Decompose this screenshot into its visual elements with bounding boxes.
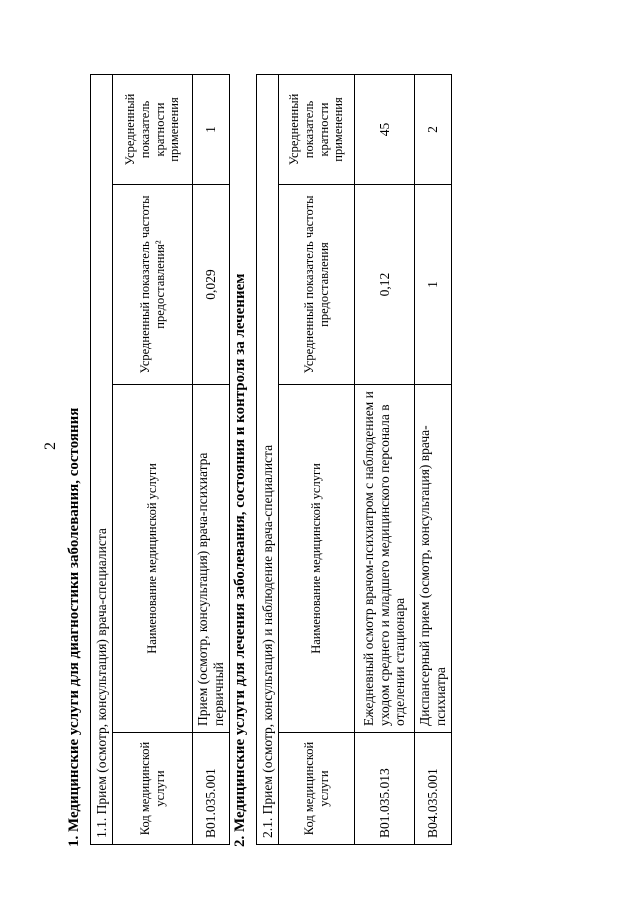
section-2-table [256,74,452,845]
row-code: B04.035.001 [415,733,452,845]
table-row [415,74,452,844]
header-multiplicity: Усредненный показатель кратности применения [279,74,355,184]
row-frequency: 0,12 [355,185,415,385]
row-name: Диспансерный прием (осмотр, консультация) врача-психиатра [415,385,452,733]
table-header-row [113,75,193,845]
section-2-subsection-title: 2.1. Прием (осмотр, консультация) и наблюдение врача-специалиста [257,74,279,844]
row-code: B01.035.001 [193,733,230,845]
header-name: Наименование медицинской услуги [279,385,355,733]
row-multiplicity: 1 [193,75,230,185]
table-header-row [279,74,355,844]
section-1-table [90,74,230,845]
row-name: Прием (осмотр, консультация) врача-психиатра первичный [193,385,230,733]
row-multiplicity: 2 [415,74,452,184]
table-row [193,75,230,845]
page-number: 2 [42,442,59,450]
header-multiplicity: Усредненный показатель кратности применения [113,75,193,185]
row-name: Ежедневный осмотр врачом-психиатром с наблюдением и уходом среднего и младшего медицинского персонала в отделении стационара [355,385,415,733]
header-code: Код медицинской услуги [113,733,193,845]
row-multiplicity: 45 [355,74,415,184]
header-code: Код медицинской услуги [279,733,355,845]
section-1-title: 1. Медицинские услуги для диагностики заболевания, состояния [66,407,82,847]
row-code: B01.035.013 [355,733,415,845]
row-frequency: 0,029 [193,185,230,385]
row-frequency: 1 [415,185,452,385]
table-row [355,74,415,844]
header-frequency: Усредненный показатель частоты предоставления² [113,185,193,385]
section-2-title: 2. Медицинские услуги для лечения заболевания, состояния и контроля за лечением [232,273,248,847]
header-name: Наименование медицинской услуги [113,385,193,733]
section-1-subsection-title: 1.1. Прием (осмотр, консультация) врача-специалиста [91,75,113,845]
header-frequency: Усредненный показатель частоты предоставления [279,185,355,385]
